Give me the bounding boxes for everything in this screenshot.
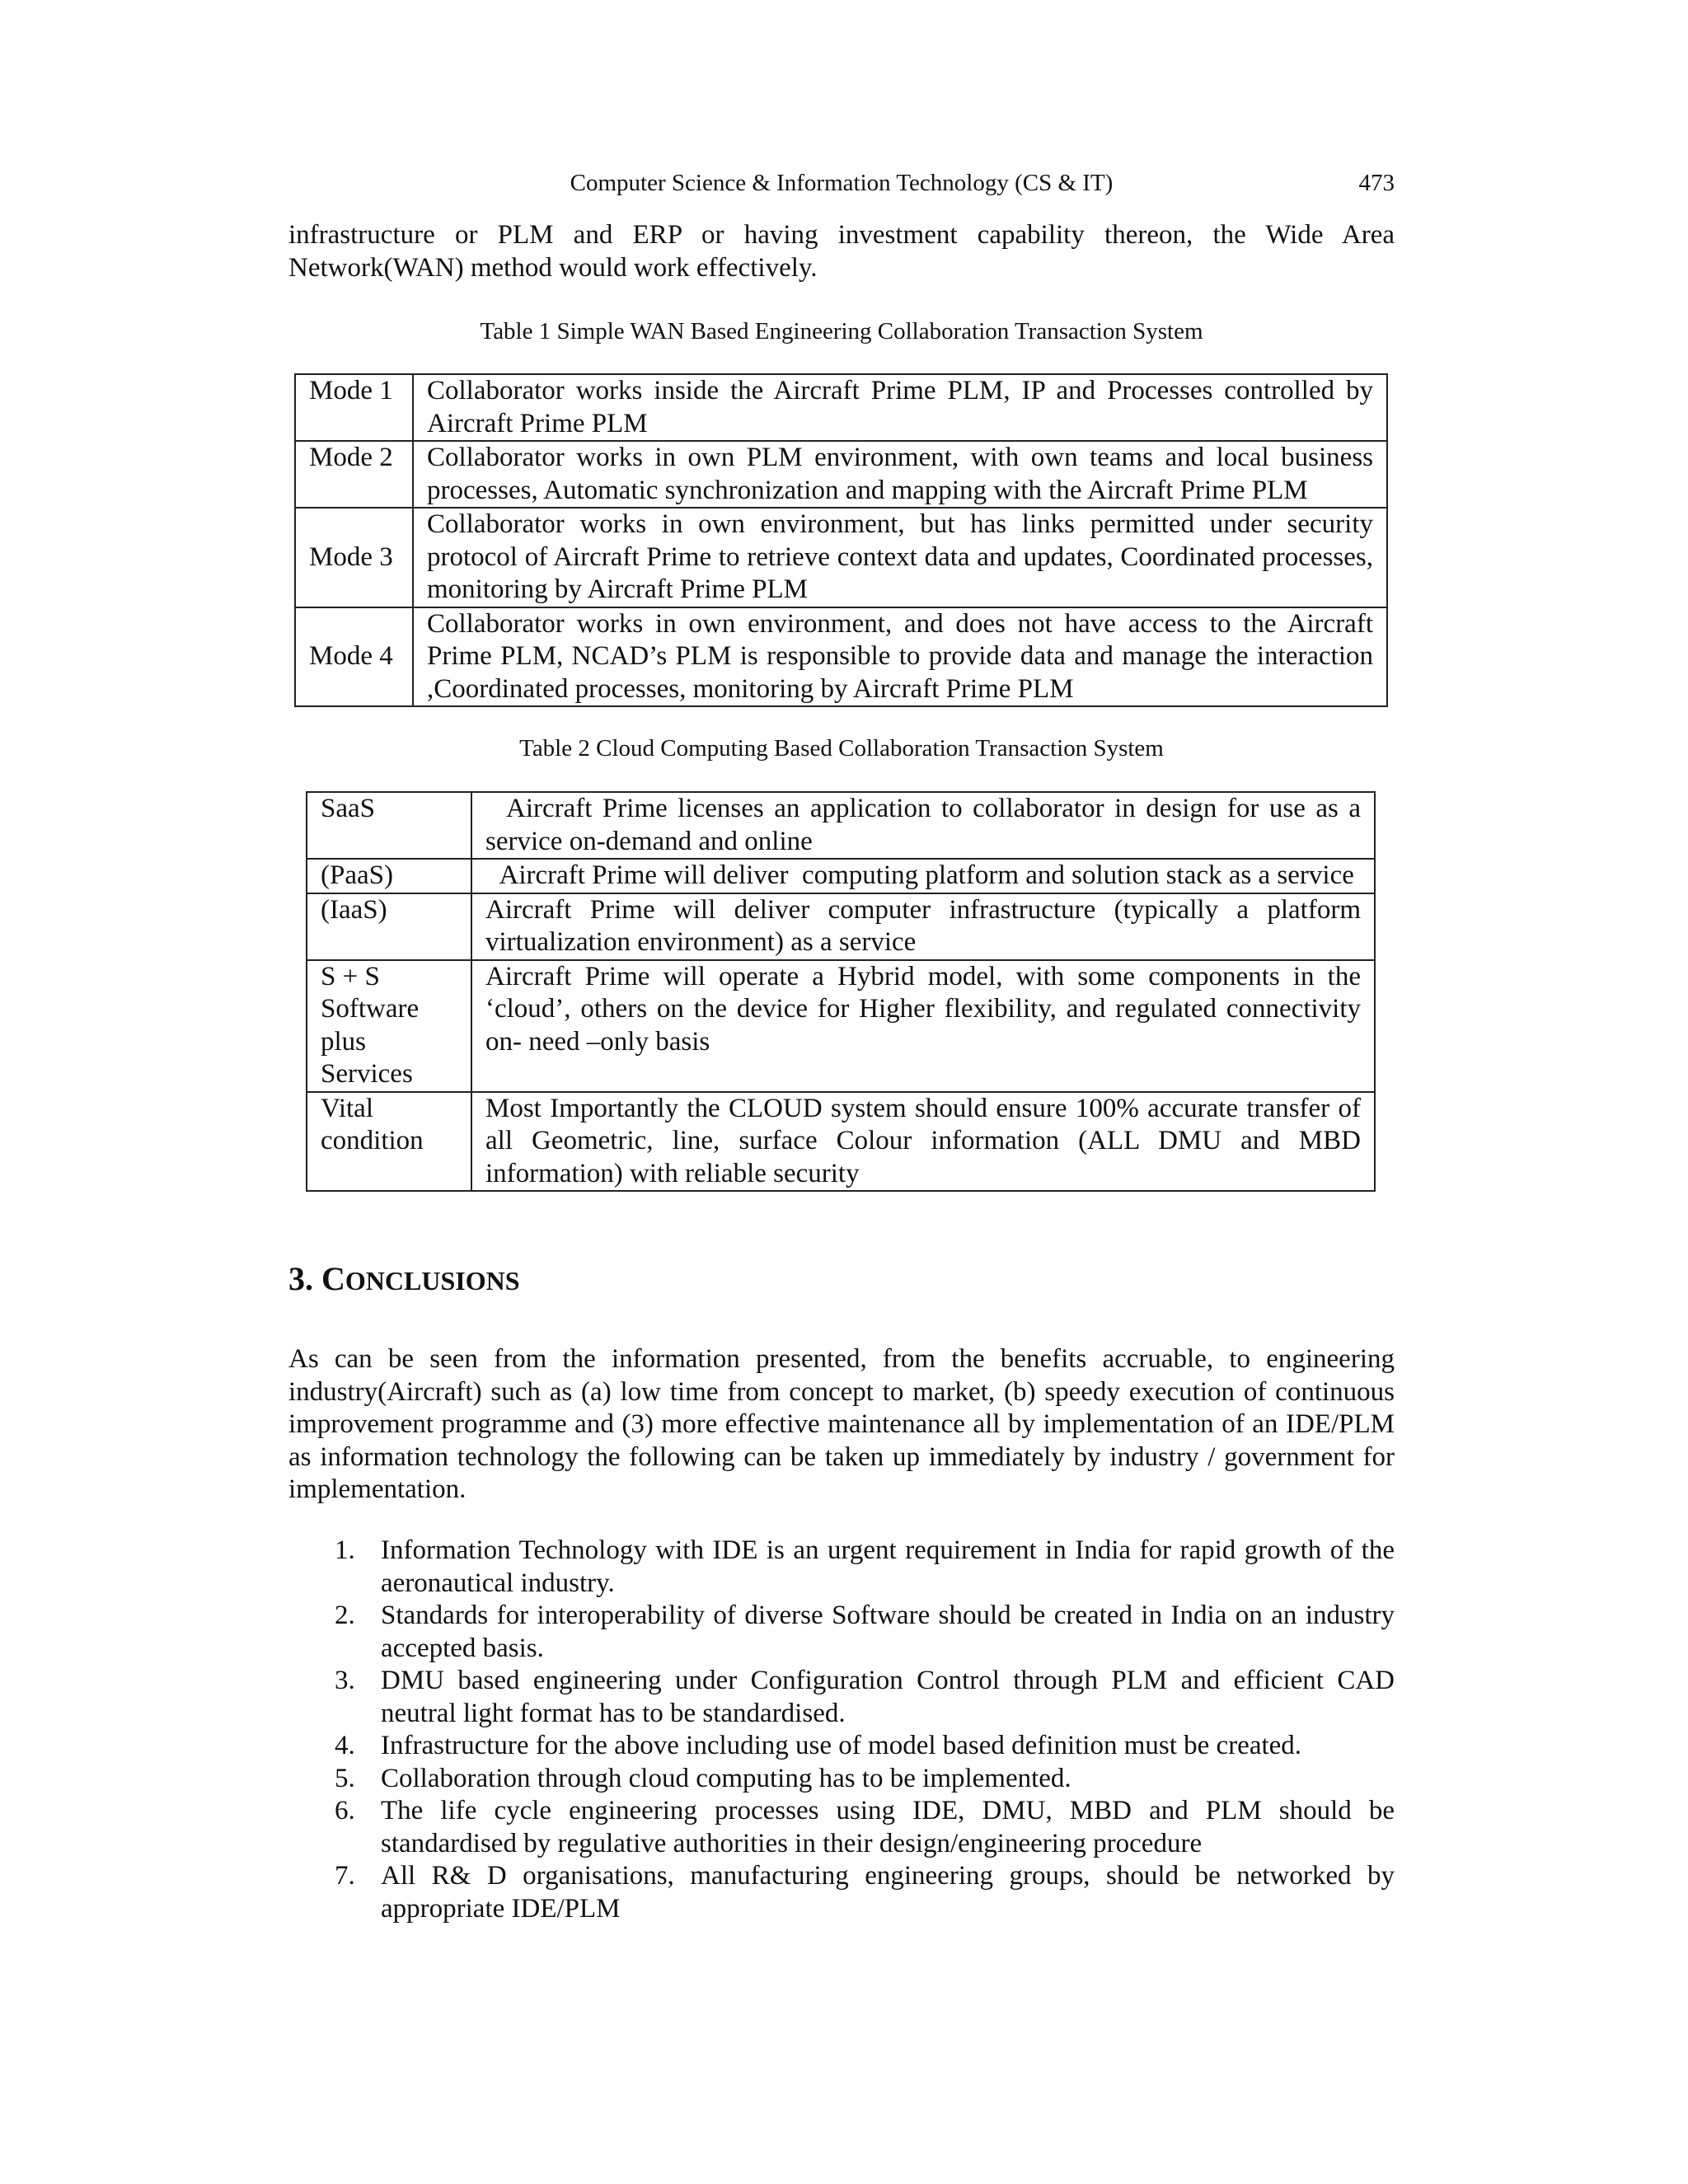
list-number: 6. (335, 1796, 355, 1825)
description-cell: Collaborator works in own environment, and does not have access to the Aircraft Prime PLM, NCAD’s PLM is responsible to provide data and manage the interaction ,Coordinated processes, monitoring by Aircraft Prime PLM (413, 607, 1387, 707)
description-cell: Aircraft Prime licenses an application to collaborator in design for use as a service on-demand and online (471, 792, 1375, 859)
list-item (288, 1763, 1395, 1796)
journal-title: Computer Science & Information Technology (CS & IT) (570, 170, 1114, 196)
table2-caption: Table 2 Cloud Computing Based Collaboration Transaction System (519, 735, 1164, 762)
list-item (288, 1665, 1395, 1730)
list-text: All R& D organisations, manufacturing engineering groups, should be networked by appropriate IDE/PLM (381, 1861, 1395, 1924)
section-heading (288, 1259, 520, 1298)
table-row (307, 960, 1375, 1092)
table-row (307, 1092, 1375, 1192)
conclusion-paragraph: As can be seen from the information presented, from the benefits accruable, to engineering industry(Aircraft) such as (a) low time from concept to market, (b) speedy execution of continuous improvement programme and (3) more effective maintenance all by implementation of an IDE/PLM as information technology the following can be taken up immediately by industry / government for implementation. (288, 1344, 1395, 1504)
description-cell: Aircraft Prime will operate a Hybrid model, with some components in the ‘cloud’, others on the device for Higher flexibility, and regulated connectivity on- need –only basis (471, 960, 1375, 1092)
table1-caption: Table 1 Simple WAN Based Engineering Collaboration Transaction System (480, 318, 1203, 344)
table-row (295, 607, 1387, 707)
list-text: The life cycle engineering processes using IDE, DMU, MBD and PLM should be standardised by regulative authorities in their design/engineering procedure (381, 1796, 1395, 1858)
mode-cell: Mode 1 (295, 374, 413, 441)
service-label-cell: SaaS (307, 792, 471, 859)
list-number: 3. (335, 1666, 355, 1695)
mode-cell: Mode 4 (295, 607, 413, 707)
running-header (288, 170, 1395, 203)
description-cell: Collaborator works in own environment, but has links permitted under security protocol of Aircraft Prime to retrieve context data and updates, Coordinated processes, monitoring by Aircraft Prime PLM (413, 508, 1387, 607)
list-item (288, 1795, 1395, 1860)
table-row (295, 508, 1387, 607)
list-text: Collaboration through cloud computing has to be implemented. (381, 1763, 1071, 1793)
service-label-cell: S + S Software plus Services (307, 960, 471, 1092)
section-title-initial: C (321, 1260, 345, 1297)
list-text: DMU based engineering under Configuration Control through PLM and efficient CAD neutral light format has to be standardised. (381, 1666, 1395, 1728)
list-item (288, 1535, 1395, 1600)
table-row (295, 441, 1387, 508)
list-number: 4. (335, 1731, 355, 1760)
mode-cell: Mode 3 (295, 508, 413, 607)
page-number: 473 (1358, 170, 1395, 196)
recommendations-list (288, 1535, 1395, 1925)
service-label-cell: (PaaS) (307, 859, 471, 893)
table-row (307, 792, 1375, 859)
list-item (288, 1600, 1395, 1665)
cloud-collaboration-table (306, 791, 1376, 1192)
description-cell: Collaborator works inside the Aircraft Prime PLM, IP and Processes controlled by Aircraft Prime PLM (413, 374, 1387, 441)
list-item (288, 1860, 1395, 1925)
description-cell: Most Importantly the CLOUD system should ensure 100% accurate transfer of all Geometric, line, surface Colour information (ALL DMU and MBD information) with reliable security (471, 1092, 1375, 1192)
list-number: 1. (335, 1535, 355, 1565)
description-cell: Aircraft Prime will deliver computing platform and solution stack as a service (471, 859, 1375, 893)
list-text: Information Technology with IDE is an urgent requirement in India for rapid growth of the aeronautical industry. (381, 1535, 1395, 1598)
wan-collaboration-table (294, 373, 1388, 707)
list-text: Infrastructure for the above including use of model based definition must be created. (381, 1731, 1302, 1760)
intro-paragraph: infrastructure or PLM and ERP or having investment capability thereon, the Wide Area Network(WAN) method would work effectively. (288, 220, 1395, 283)
section-number: 3. (288, 1260, 313, 1297)
list-number: 2. (335, 1601, 355, 1630)
table-row (295, 374, 1387, 441)
service-label-cell: (IaaS) (307, 893, 471, 960)
table-row (307, 893, 1375, 960)
list-number: 5. (335, 1763, 355, 1793)
service-label-cell: Vital condition (307, 1092, 471, 1192)
table-row (307, 859, 1375, 893)
description-cell: Aircraft Prime will deliver computer infrastructure (typically a platform virtualization environment) as a service (471, 893, 1375, 960)
section-title-rest: ONCLUSIONS (345, 1266, 520, 1296)
list-number: 7. (335, 1861, 355, 1891)
list-text: Standards for interoperability of diverse Software should be created in India on an industry accepted basis. (381, 1601, 1395, 1663)
mode-cell: Mode 2 (295, 441, 413, 508)
list-item (288, 1730, 1395, 1763)
description-cell: Collaborator works in own PLM environment, with own teams and local business processes, Automatic synchronization and mapping with the Aircraft Prime PLM (413, 441, 1387, 508)
